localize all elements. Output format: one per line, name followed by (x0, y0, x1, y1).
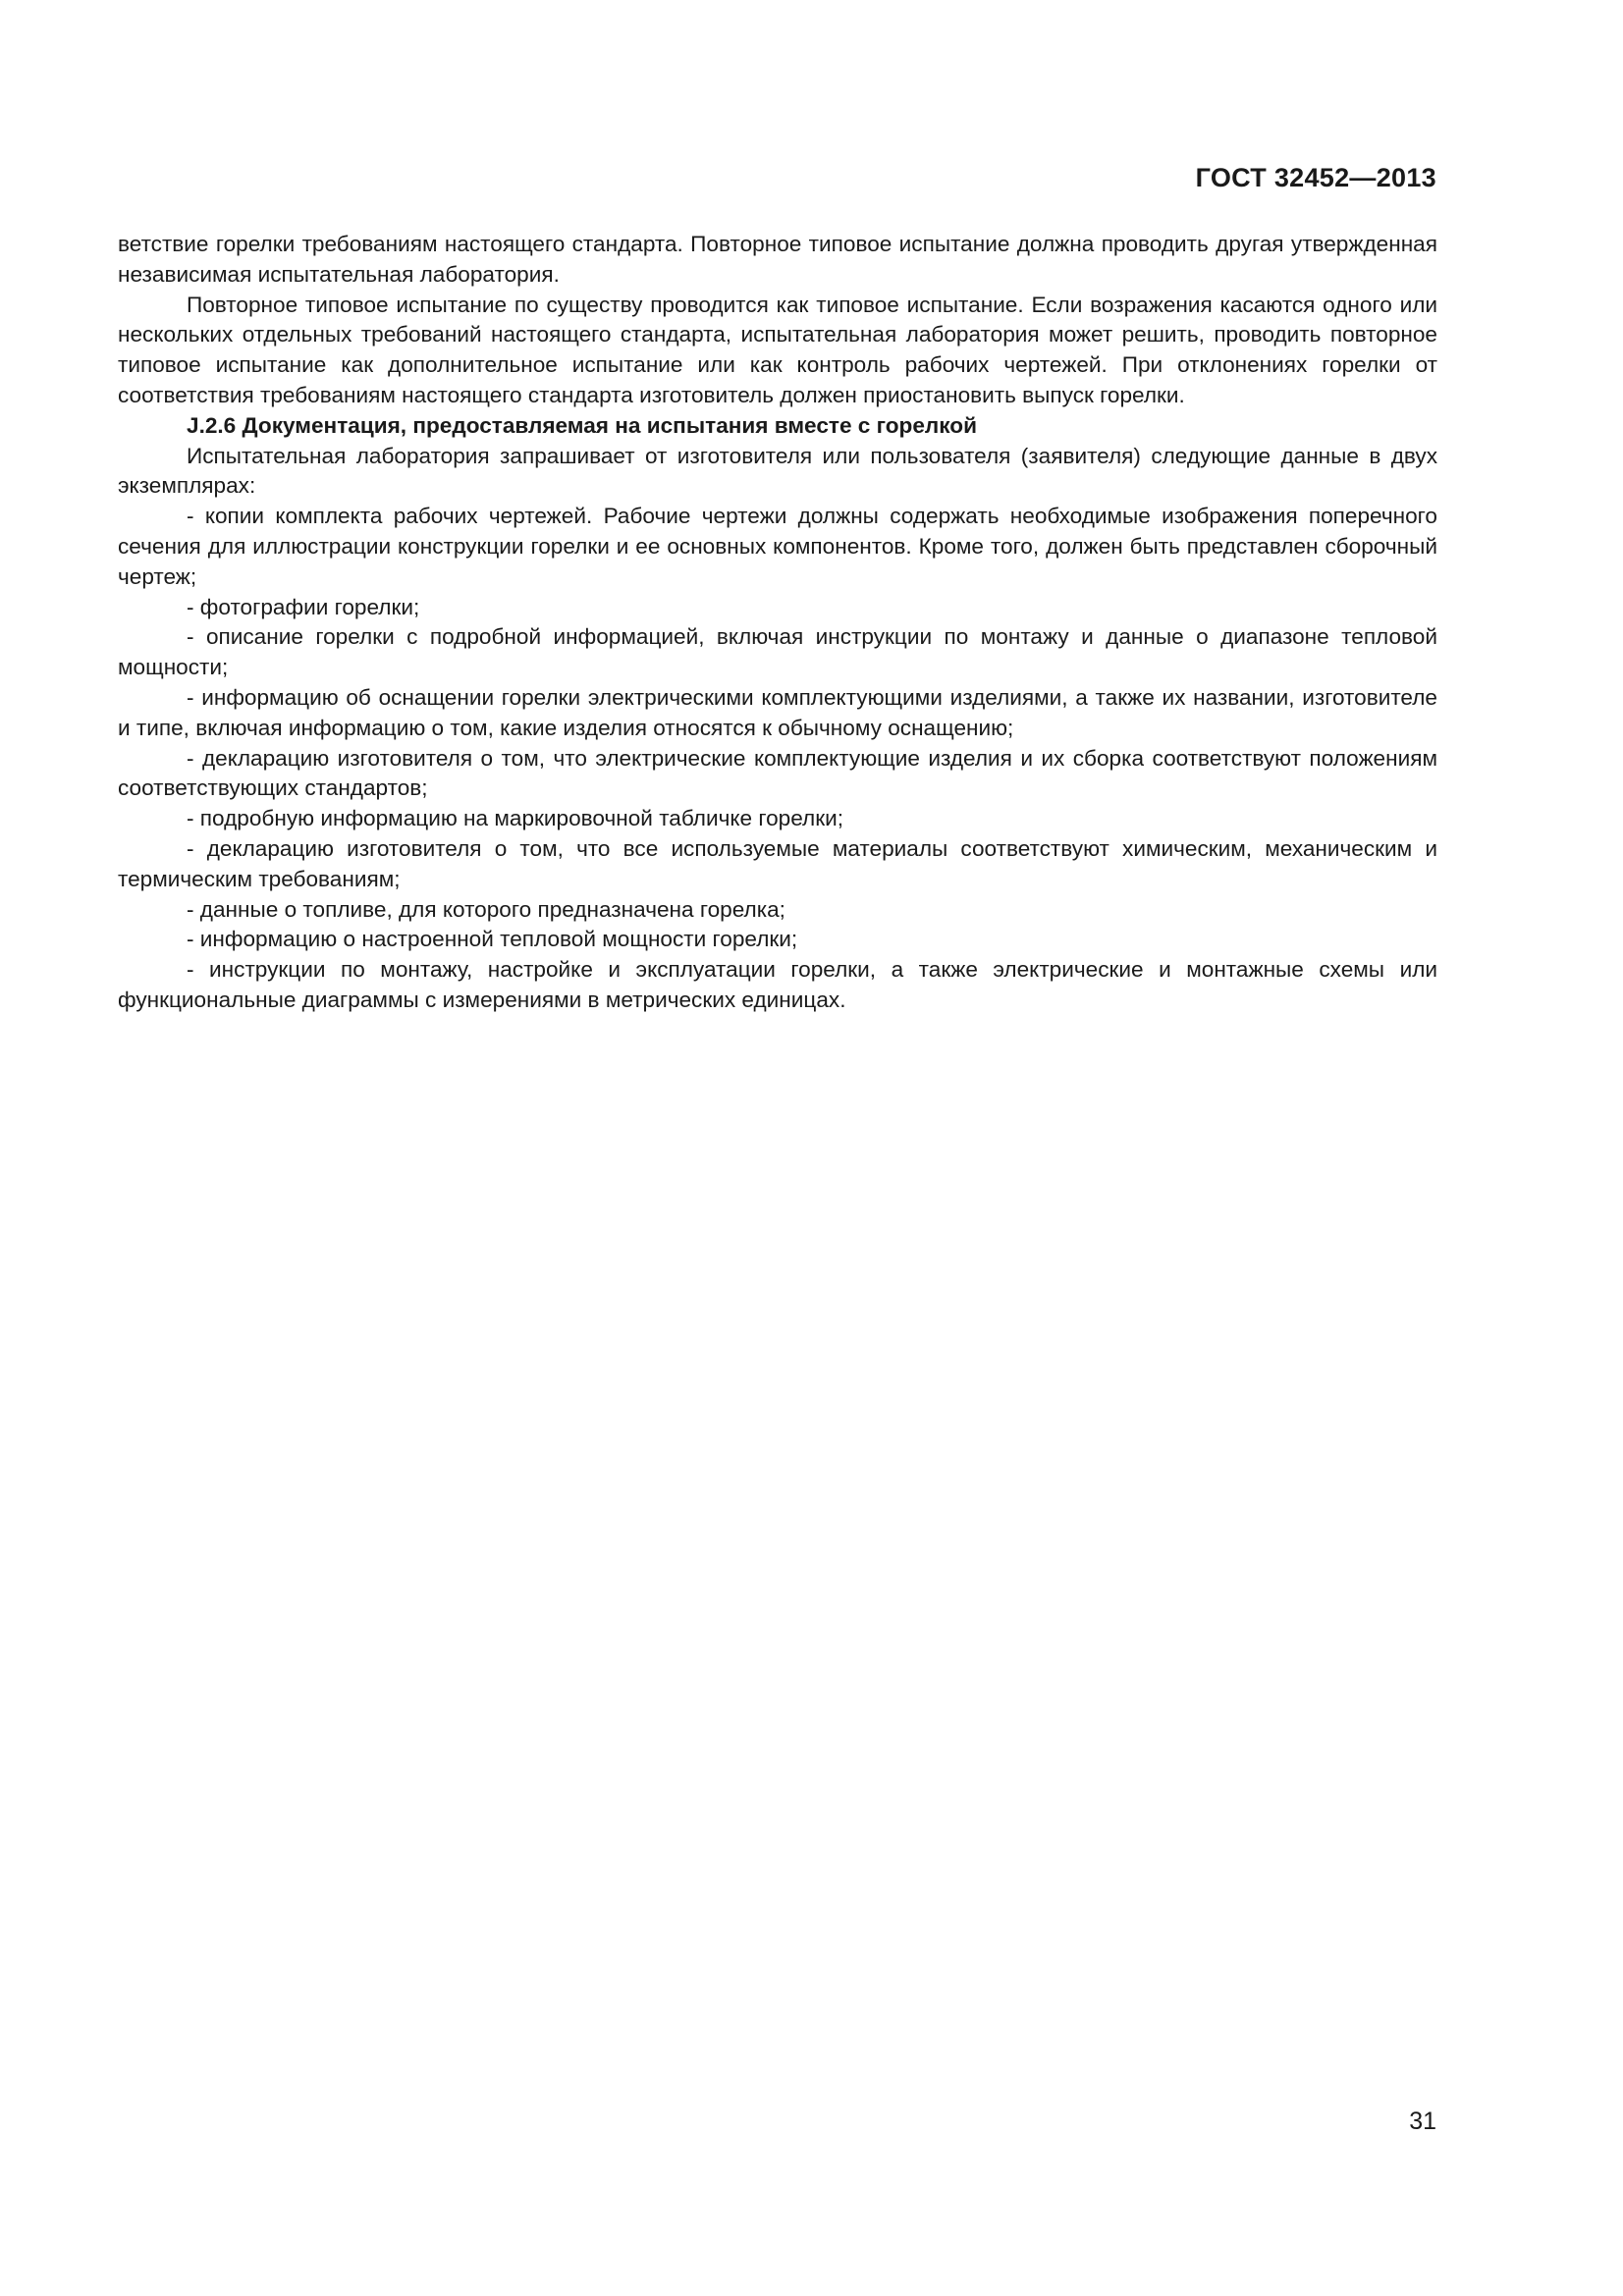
paragraph-request-intro: Испытательная лаборатория запрашивает от изготовителя или пользователя (заявителя) следующие данные в двух экземплярах: (118, 443, 1437, 499)
list-item: - информацию об оснащении горелки электрическими комплектующими изделиями, а также их названии, изготовителе и типе, включая информацию о том, какие изделия относятся к обычному оснащению; (118, 684, 1437, 740)
page-number: 31 (1409, 2108, 1436, 2135)
list-item: - данные о топливе, для которого предназначена горелка; (187, 896, 785, 922)
list-item: - описание горелки с подробной информацией, включая инструкции по монтажу и данные о диапазоне тепловой мощности; (118, 624, 1437, 680)
list-item: - копии комплекта рабочих чертежей. Рабочие чертежи должны содержать необходимые изображения поперечного сечения для иллюстрации конструкции горелки и ее основных компонентов. Кроме того, должен быть представлен сборочный чертеж; (118, 504, 1437, 589)
list-item: - информацию о настроенной тепловой мощности горелки; (187, 927, 798, 952)
list-item: - подробную информацию на маркировочной табличке горелки; (187, 806, 844, 831)
list-item: - декларацию изготовителя о том, что все используемые материалы соответствуют химическим, механическим и термическим требованиям; (118, 835, 1437, 891)
paragraph-continuation: ветствие горелки требованиям настоящего стандарта. Повторное типовое испытание должна проводить другая утвержденная независимая испытательная лаборатория. (118, 232, 1437, 287)
list-item: - инструкции по монтажу, настройке и эксплуатации горелки, а также электрические и монтажные схемы или функциональные диаграммы с измерениями в метрических единицах. (118, 957, 1437, 1012)
document-body (118, 230, 1437, 1016)
section-heading: J.2.6 Документация, предоставляемая на испытания вместе с горелкой (187, 412, 977, 438)
list-item: - фотографии горелки; (187, 594, 420, 619)
standard-code-header: ГОСТ 32452—2013 (1195, 163, 1436, 192)
paragraph-retest: Повторное типовое испытание по существу проводится как типовое испытание. Если возражения касаются одного или нескольких отдельных требований настоящего стандарта, испытательная лаборатория может решить, проводить повторное типовое испытание как дополнительное испытание или как контроль рабочих чертежей. При отклонениях горелки от соответствия требованиям настоящего стандарта изготовитель должен приостановить выпуск горелки. (118, 292, 1437, 407)
list-item: - декларацию изготовителя о том, что электрические комплектующие изделия и их сборка соответствуют положениям соответствующих стандартов; (118, 745, 1437, 801)
